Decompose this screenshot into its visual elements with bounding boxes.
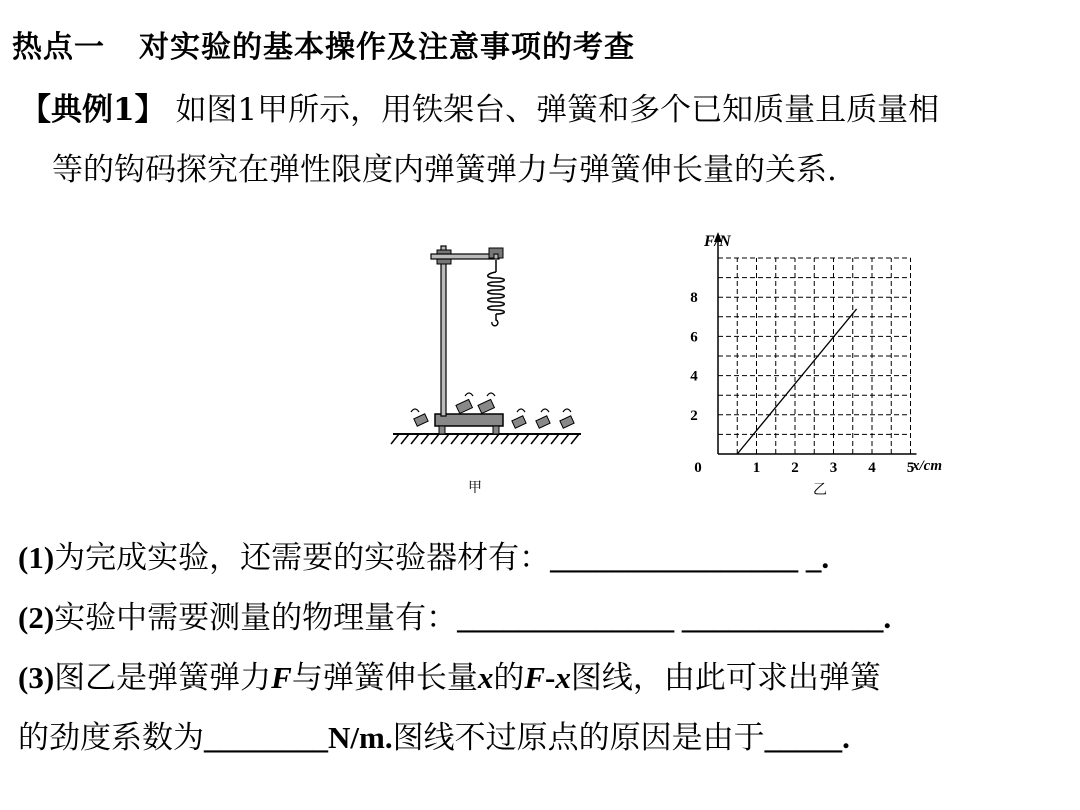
question-1 [18,532,829,577]
q3-var-fx-x: x [555,660,571,695]
x-tick-label: 0 [694,460,702,476]
q3-text-d: 图线，由此可求出弹簧 [570,660,881,696]
q1-number: (1) [18,540,55,575]
x-tick-label: 2 [791,460,799,476]
heading-part2: 对实验的基本操作及注意事项的考查 [139,30,635,65]
example-tag: 【典例1】 [20,92,166,128]
figure-left-caption: 甲 [468,481,482,496]
q4-text-a: 的劲度系数为 [18,720,204,756]
q3-var-f: F [271,660,292,695]
y-axis-label: F/N [704,233,731,250]
y-tick-label: 2 [690,407,698,424]
series-line [737,309,856,454]
q4-text-b: 图线不过原点的原因是由于 [392,720,765,756]
question-3 [18,652,881,697]
question-3-continued [18,712,850,757]
q4-blank1: ________ [204,720,328,755]
q2-text: 实验中需要测量的物理量有： [54,600,458,636]
figure-right-caption: 乙 [813,483,827,498]
x-tick-label: 1 [752,460,761,476]
q2-number: (2) [18,600,55,635]
heading-part1: 热点一 [12,30,105,65]
q3-text-c: 的 [493,660,525,696]
q1-blank: ________________ _. [550,540,830,575]
y-tick-label: 4 [690,368,698,385]
q1-text: 为完成实验，还需要的实验器材有： [54,540,551,576]
apparatus-figure [385,236,585,501]
x-axis-label: x/cm [912,458,942,474]
y-tick-label: 8 [690,290,698,307]
y-tick-label: 6 [690,329,698,346]
q4-unit: N/m. [328,720,393,755]
q3-text-a: 图乙是弹簧弹力 [54,660,272,696]
example-line1 [20,84,939,129]
q3-dash: - [545,660,556,695]
force-extension-chart [670,226,970,504]
x-tick-label: 5 [906,460,915,476]
question-2 [18,592,891,637]
q3-number: (3) [18,660,55,695]
q3-text-b: 与弹簧伸长量 [291,660,478,696]
q3-var-fx-f: F [524,660,546,695]
section-heading [12,22,635,66]
x-tick-label: 3 [829,460,838,476]
example-text-line1: 如图1甲所示，用铁架台、弹簧和多个已知质量且质量相 [175,92,940,128]
q3-var-x: x [477,660,494,695]
x-tick-label: 4 [868,460,876,476]
example-line2: 等的钩码探究在弹性限度内弹簧弹力与弹簧伸长量的关系. [52,152,837,188]
q2-blank: ______________ _____________. [457,600,892,635]
q4-blank2: _____. [764,720,850,755]
